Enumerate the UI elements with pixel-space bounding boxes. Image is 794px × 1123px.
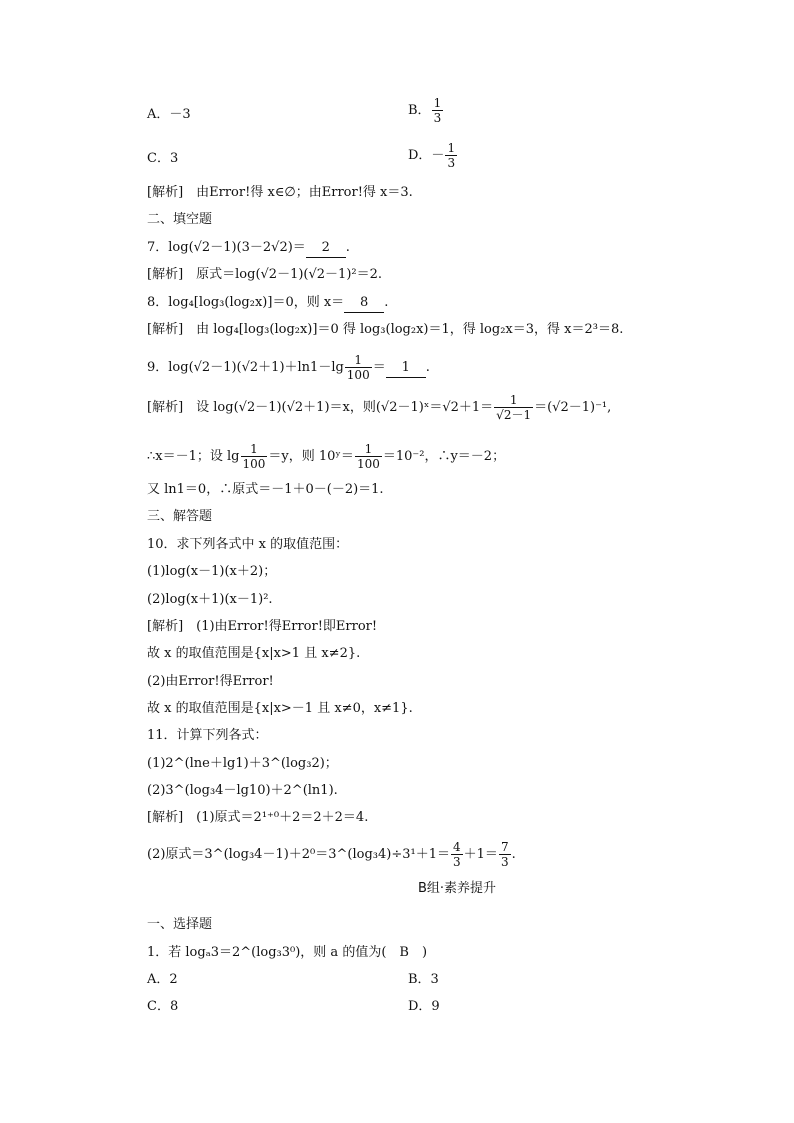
q6-analysis: [解析] 由Error!得 x∈∅；由Error!得 x＝3. <box>147 185 413 200</box>
q6-option-d <box>408 141 458 170</box>
q11-analysis2-tail: . <box>511 847 516 862</box>
q11-part2: (2)3^(log₃4－lg10)＋2^(ln1). <box>147 783 338 798</box>
q9-analysis-line2 <box>147 442 505 471</box>
group-b-title: B组·素养提升 <box>417 881 497 896</box>
q10-analysis3: (2)由Error!得Error! <box>147 674 274 689</box>
q11-analysis1: [解析] (1)原式＝2¹⁺⁰＋2＝2＋2＝4. <box>147 810 369 825</box>
fraction-numerator: 7 <box>500 840 509 854</box>
q9-analysis2-mid: ＝y，则 10ʸ＝ <box>268 449 354 464</box>
q8-stem <box>147 294 388 313</box>
b1-option-a: A．2 <box>147 972 178 987</box>
q9-analysis2-fraction1 <box>241 442 268 471</box>
q8-end: . <box>384 295 389 310</box>
q9-end: . <box>425 360 430 375</box>
q6-option-b <box>408 96 444 125</box>
q10-analysis4: 故 x 的取值范围是{x|x>－1 且 x≠0，x≠1}. <box>147 701 413 716</box>
q7-stem <box>147 239 350 258</box>
q9-analysis1-tail: ＝(√2－1)⁻¹, <box>534 400 612 415</box>
q6-option-a: A．－3 <box>147 107 191 122</box>
q11-analysis2-mid: ＋1＝ <box>463 847 498 862</box>
fraction-numerator: 4 <box>453 840 461 854</box>
q10-part1: (1)log(x－1)(x＋2)； <box>147 564 277 579</box>
q9-stem-text: 9．log(√2－1)(√2＋1)＋ln1－lg <box>147 360 344 375</box>
fraction-numerator: 1 <box>355 442 382 457</box>
q11-analysis2-text: (2)原式＝3^(log₃4－1)＋2⁰＝3^(log₃4)÷3¹＋1＝ <box>147 847 451 862</box>
section-title-choice: 一、选择题 <box>147 917 213 932</box>
q11-analysis2-fraction2 <box>499 840 511 869</box>
q10-part2: (2)log(x＋1)(x－1)². <box>147 592 273 607</box>
q6-option-b-fraction <box>432 96 444 125</box>
q8-stem-text: 8．log₄[log₃(log₂x)]＝0，则 x＝ <box>147 295 345 310</box>
q9-answer: 1 <box>386 359 426 378</box>
fraction-denominator: 100 <box>346 368 370 382</box>
q7-analysis: [解析] 原式＝log(√2－1)(√2－1)²＝2. <box>147 267 383 282</box>
fraction-numerator: 1 <box>447 141 456 155</box>
fraction-denominator: 3 <box>433 111 442 125</box>
q6-option-b-prefix: B． <box>408 103 431 118</box>
fraction-denominator: 3 <box>447 156 456 170</box>
fraction-numerator: 1 <box>345 353 372 368</box>
q11-stem: 11．计算下列各式： <box>147 728 268 743</box>
q9-analysis-line3: 又 ln1＝0，∴原式＝－1＋0－(－2)＝1. <box>147 482 384 497</box>
q8-answer: 8 <box>344 294 384 313</box>
q9-analysis2-tail: ＝10⁻²，∴y＝－2； <box>382 449 506 464</box>
q9-analysis1-text: [解析] 设 log(√2－1)(√2＋1)＝x，则(√2－1)ˣ＝√2＋1＝ <box>147 400 494 415</box>
q10-analysis2: 故 x 的取值范围是{x|x>1 且 x≠2}. <box>147 646 361 661</box>
group-b-title-row <box>0 880 794 898</box>
fraction-denominator: 100 <box>242 457 266 471</box>
b1-stem: 1．若 logₐ3＝2^(log₃3⁰)，则 a 的值为( B ) <box>147 945 428 960</box>
q7-answer: 2 <box>306 239 346 258</box>
b1-option-c: C．8 <box>147 999 179 1014</box>
b1-option-b: B．3 <box>408 972 439 987</box>
b1-option-d: D．9 <box>408 999 440 1014</box>
q11-part1: (1)2^(lne＋lg1)＋3^(log₃2)； <box>147 756 338 771</box>
q10-analysis1: [解析] (1)由Error!得Error!即Error! <box>147 619 378 634</box>
q7-stem-text: 7．log(√2－1)(3－2√2)＝ <box>147 240 306 255</box>
q9-stem <box>147 353 430 382</box>
fraction-numerator: 1 <box>241 442 268 457</box>
q6-option-c: C．3 <box>147 151 179 166</box>
q11-analysis2-fraction1 <box>451 840 463 869</box>
q6-option-d-fraction <box>445 141 457 170</box>
fraction-denominator: 100 <box>356 457 380 471</box>
q6-option-d-prefix: D．－ <box>408 148 445 163</box>
q9-equals: ＝ <box>372 360 386 375</box>
section-title-fill-in: 二、填空题 <box>147 212 213 227</box>
fraction-denominator: √2－1 <box>496 408 532 422</box>
q9-analysis2-fraction2 <box>355 442 382 471</box>
q9-analysis-line1 <box>147 393 611 422</box>
fraction-denominator: 3 <box>453 855 461 869</box>
q10-stem: 10．求下列各式中 x 的取值范围： <box>147 537 349 552</box>
fraction-numerator: 1 <box>494 393 533 408</box>
q9-analysis1-fraction <box>494 393 533 422</box>
section-title-solve: 三、解答题 <box>147 509 213 524</box>
q9-analysis2-text: ∴x＝－1；设 lg <box>147 449 240 464</box>
q11-analysis2 <box>147 840 516 869</box>
fraction-numerator: 1 <box>433 96 442 110</box>
q8-analysis: [解析] 由 log₄[log₃(log₂x)]＝0 得 log₃(log₂x)＝1，得 log₂x＝3，得 x＝2³＝8. <box>147 322 624 337</box>
q7-end: . <box>345 240 350 255</box>
fraction-denominator: 3 <box>500 855 509 869</box>
q9-fraction <box>345 353 372 382</box>
